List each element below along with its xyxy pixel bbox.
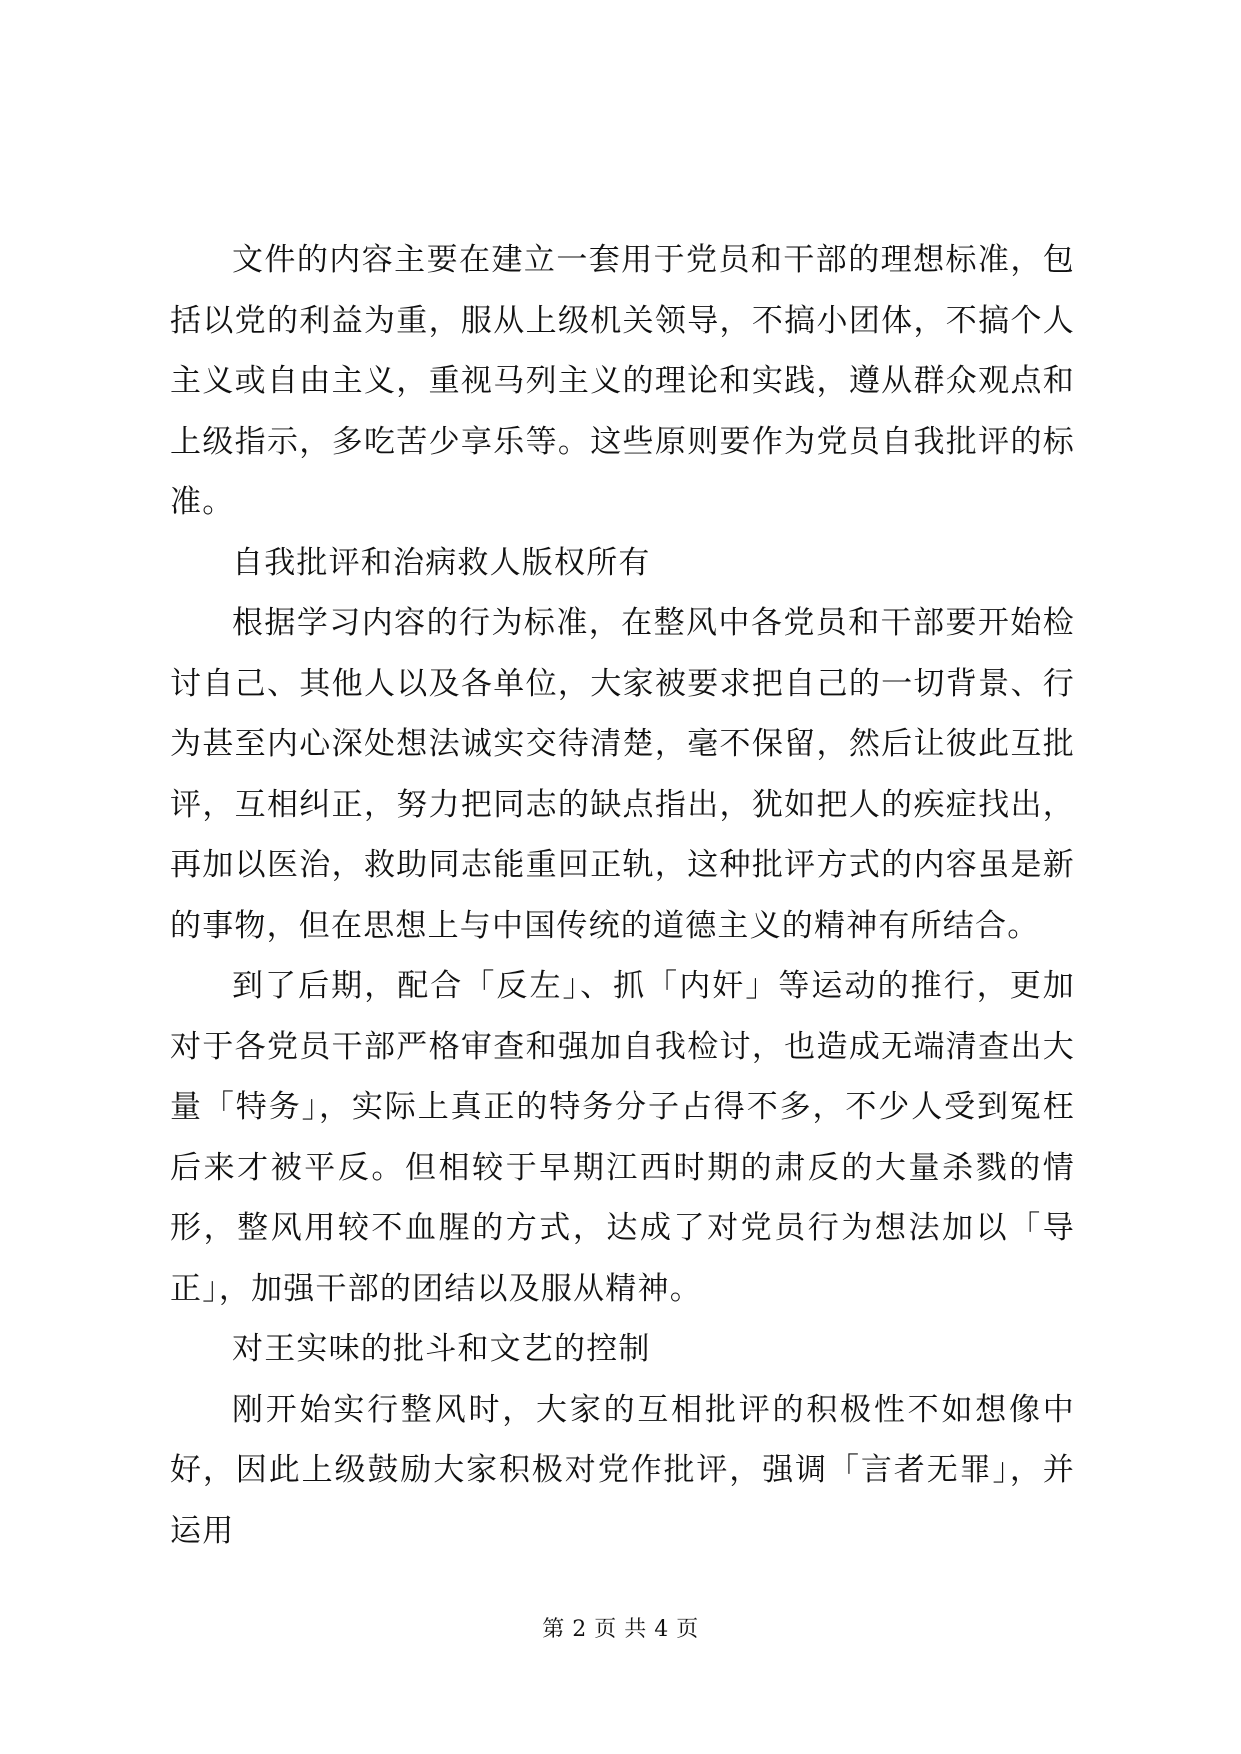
- section-heading-self-criticism: 自我批评和治病救人版权所有: [232, 544, 651, 581]
- page-number-footer: 第 2 页 共 4 页: [542, 1617, 699, 1642]
- paragraph-self-criticism: 根据学习内容的行为标准，在整风中各党员和干部要开始检讨自己、其他人以及各单位，大家被要求把自己的一切背景、行为甚至内心深处想法诚实交待清楚，毫不保留，然后让彼此互批评，互相纠正，努力把同志的缺点指出，犹如把人的疾症找出，再加以医治，救助同志能重回正轨，这种批评方式的内容虽是新的事物，但在思想上与中国传统的道德主义的精神有所结合。: [170, 605, 1075, 944]
- section-heading-wang-shiwei: 对王实味的批斗和文艺的控制: [232, 1331, 651, 1367]
- paragraph-standards: 文件的内容主要在建立一套用于党员和干部的理想标准，包括以党的利益为重，服从上级机关领导，不搞小团体，不搞个人主义或自由主义，重视马列主义的理论和实践，遵从群众观点和上级指示，多吃苦少享乐等。这些原则要作为党员自我批评的标准。: [170, 242, 1075, 520]
- paragraph-later-period: 到了后期，配合「反左」、抓「内奸」等运动的推行，更加对于各党员干部严格审查和强加自我检讨，也造成无端清查出大量「特务」，实际上真正的特务分子占得不多，不少人受到冤枉后来才被平反。但相较于早期江西时期的肃反的大量杀戮的情形，整风用较不血腥的方式，达成了对党员行为想法加以「导正」，加强干部的团结以及服从精神。: [170, 968, 1075, 1307]
- paragraph-rectification-start: 刚开始实行整风时，大家的互相批评的积极性不如想像中好，因此上级鼓励大家积极对党作批评，强调「言者无罪」，并运用: [170, 1391, 1075, 1549]
- document-body: [170, 230, 1075, 1561]
